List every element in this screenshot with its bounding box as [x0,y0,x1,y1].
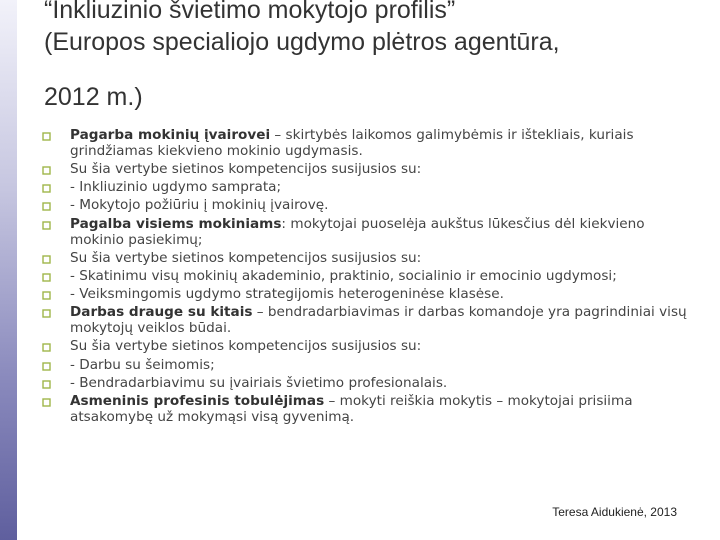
bullet-text: – bendradarbiavimas ir darbas komandoje yra pagrindiniai visų mokytojų veiklos būdai. [70,304,687,337]
hollow-square-bullet-icon [42,380,51,389]
hollow-square-bullet-icon [42,221,51,230]
bullet-heading: Asmeninis profesinis tobulėjimas [70,392,325,409]
bullet-text: Su šia vertybe sietinos kompetencijos susijusios su: [70,338,422,355]
hollow-square-bullet-icon [42,309,51,318]
bullet-item [38,216,688,248]
bullet-item [38,304,688,336]
hollow-square-bullet-icon [42,184,51,193]
bullet-heading: Pagarba mokinių įvairovei [70,127,271,143]
title-line-2: (Europos specialiojo ugdymo plėtros agentūra, [44,28,560,56]
bullet-text: Su šia vertybe sietinos kompetencijos susijusios su: [70,249,422,266]
bullet-item [38,268,688,284]
bullet-text: - Veiksmingomis ugdymo strategijomis heterogeninėse klasėse. [70,286,504,303]
decorative-side-bar [0,0,17,540]
bullet-item [38,127,688,159]
title-line-1: “Inkliuzinio švietimo mokytojo profilis” [44,0,456,24]
bullet-text: – mokyti reiškia mokytis – mokytojai prisiima atsakomybę už mokymąsi visą gyvenimą. [70,392,633,425]
bullet-text: - Darbu su šeimomis; [70,356,215,373]
bullet-text: - Skatinimu visų mokinių akademinio, praktinio, socialinio ir emocinio ugdymosi; [70,267,617,284]
bullet-item [38,375,688,391]
hollow-square-bullet-icon [42,273,51,282]
hollow-square-bullet-icon [42,291,51,300]
bullet-heading: Darbas drauge su kitais [70,304,253,321]
bullet-text: – skirtybės laikomos galimybėmis ir ištekliais, kuriais grindžiamas kiekvieno mokinio ugdymasis. [70,127,634,160]
bullet-item [38,393,688,425]
bullet-heading: Pagalba visiems mokiniams [70,215,282,232]
bullet-item [38,179,688,195]
bullet-text: - Bendradarbiavimu su įvairiais švietimo profesionalais. [70,374,448,391]
bullet-item [38,338,688,354]
hollow-square-bullet-icon [42,362,51,371]
bullet-text: - Mokytojo požiūriu į mokinių įvairovę. [70,197,329,214]
bullet-list [38,127,688,427]
hollow-square-bullet-icon [42,132,51,141]
bullet-text: : mokytojai puoselėja aukštus lūkesčius dėl kiekvieno mokinio pasiekimų; [70,215,645,248]
bullet-item [38,250,688,266]
bullet-item [38,357,688,373]
bullet-item [38,286,688,302]
hollow-square-bullet-icon [42,398,51,407]
bullet-text: - Inkliuzinio ugdymo samprata; [70,179,282,196]
hollow-square-bullet-icon [42,166,51,175]
hollow-square-bullet-icon [42,343,51,352]
bullet-item [38,197,688,213]
bullet-text: Su šia vertybe sietinos kompetencijos susijusios su: [70,161,422,178]
hollow-square-bullet-icon [42,255,51,264]
author-credit: Teresa Aidukienė, 2013 [552,505,677,519]
hollow-square-bullet-icon [42,202,51,211]
bullet-item [38,161,688,177]
title-line-3: 2012 m.) [44,83,143,111]
slide-title [44,0,704,113]
